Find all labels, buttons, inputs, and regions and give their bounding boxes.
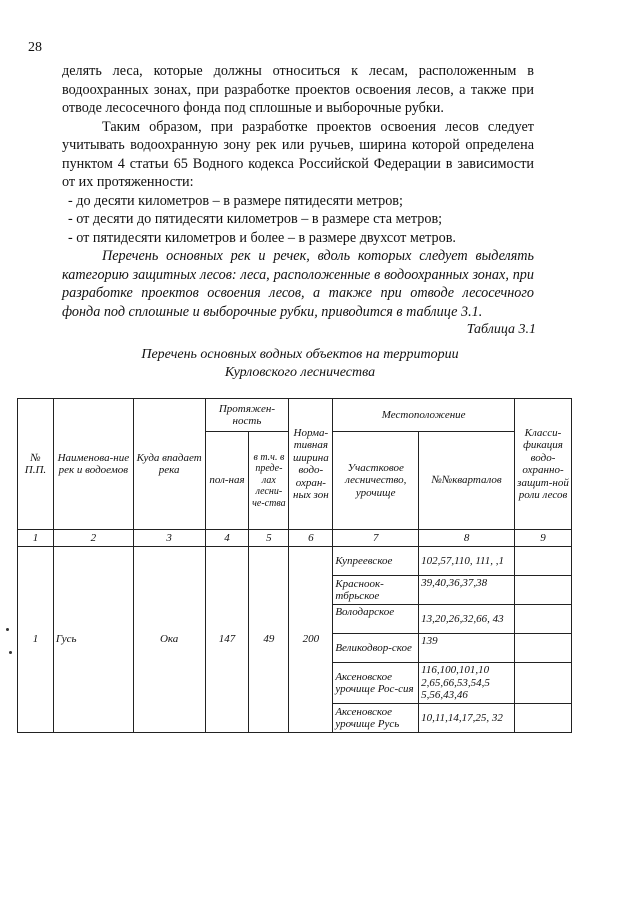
column-number: 1	[18, 530, 54, 547]
cell-river-name: Гусь	[53, 547, 133, 733]
scan-mark	[6, 628, 9, 631]
table-label: Таблица 3.1	[466, 322, 536, 337]
column-number: 2	[53, 530, 133, 547]
column-number: 7	[333, 530, 419, 547]
paragraph-3: Перечень основных рек и речек, вдоль которых следует выделять категорию защитных лесов: леса, расположенные в водоохранных зонах, при разработке проектов освоения лесов, а также при отводе лесосечного фонда под сплошные и выборочные рубки, приводится в таблице 3.1.	[62, 248, 534, 320]
cell-classification	[515, 634, 572, 663]
header-blocks: №№кварталов	[419, 432, 515, 530]
table-title	[100, 346, 500, 382]
table-title-line: Перечень основных водных объектов на территории	[141, 347, 459, 362]
column-number: 8	[419, 530, 515, 547]
cell-district: Купреевское	[333, 547, 419, 576]
header-location-group: Местоположение	[333, 399, 515, 432]
header-norm-width: Норма-тивная ширина водо-охран-ных зон	[289, 399, 333, 530]
cell-flows-into: Ока	[133, 547, 205, 733]
cell-length-within: 49	[249, 547, 289, 733]
table-row	[18, 547, 572, 576]
header-flows-into: Куда впадает река	[133, 399, 205, 530]
cell-classification	[515, 704, 572, 733]
cell-district: Володарское	[333, 605, 419, 634]
header-num: № П.П.	[18, 399, 54, 530]
header-length-full: пол-ная	[205, 432, 249, 530]
cell-classification	[515, 547, 572, 576]
body-text	[62, 62, 534, 321]
paragraph-1: делять леса, которые должны относиться к лесам, расположенным в водоохранных зонах, при разработке проектов освоения лесов, а также при отводе лесосечного фонда под сплошные и выборочные рубки.	[62, 63, 534, 116]
cell-blocks: 10,11,14,17,25, 32	[419, 704, 515, 733]
cell-blocks: 39,40,36,37,38	[419, 576, 515, 605]
list-item: - от пятидесяти километров и более – в размере двухсот метров.	[68, 229, 456, 246]
column-number-row	[18, 530, 572, 547]
cell-length-full: 147	[205, 547, 249, 733]
cell-classification	[515, 605, 572, 634]
cell-district: Великодвор-ское	[333, 634, 419, 663]
list-item: - от десяти до пятидесяти километров – в размере ста метров;	[68, 211, 443, 227]
column-number: 5	[249, 530, 289, 547]
cell-norm-width: 200	[289, 547, 333, 733]
header-length-within: в т.ч. в преде-лах лесни-че-ства	[249, 432, 289, 530]
header-length-group: Протяжен-ность	[205, 399, 289, 432]
cell-district: Красноок-тбрьское	[333, 576, 419, 605]
list-item: - до десяти километров – в размере пятидесяти метров;	[68, 192, 403, 209]
rivers-table	[17, 398, 572, 733]
scan-mark	[9, 651, 12, 654]
header-classification: Класси-фикация водо-охранно-защит-ной роли лесов	[515, 399, 572, 530]
cell-blocks: 116,100,101,10 2,65,66,53,54,5 5,56,43,46	[419, 663, 515, 704]
cell-blocks: 13,20,26,32,66, 43	[419, 605, 515, 634]
column-number: 6	[289, 530, 333, 547]
cell-blocks: 102,57,110, 111, ,1	[419, 547, 515, 576]
cell-district: Аксеновское урочище Рос-сия	[333, 663, 419, 704]
header-name: Наименова-ние рек и водоемов	[53, 399, 133, 530]
paragraph-2: Таким образом, при разработке проектов освоения лесов следует учитывать водоохранную зону рек или ручьев, ширина которой определена пунктом 4 статьи 65 Водного кодекса Российской Федерации в зависимости от их протяженности:	[62, 118, 534, 190]
cell-num: 1	[18, 547, 54, 733]
header-district: Участковое лесничество, урочище	[333, 432, 419, 530]
table-title-line: Курловского лесничества	[224, 365, 376, 380]
table-header-row	[18, 399, 572, 432]
page-number: 28	[28, 40, 42, 55]
cell-district: Аксеновское урочище Русь	[333, 704, 419, 733]
cell-blocks: 139	[419, 634, 515, 663]
cell-classification	[515, 576, 572, 605]
cell-classification	[515, 663, 572, 704]
column-number: 4	[205, 530, 249, 547]
column-number: 9	[515, 530, 572, 547]
column-number: 3	[133, 530, 205, 547]
